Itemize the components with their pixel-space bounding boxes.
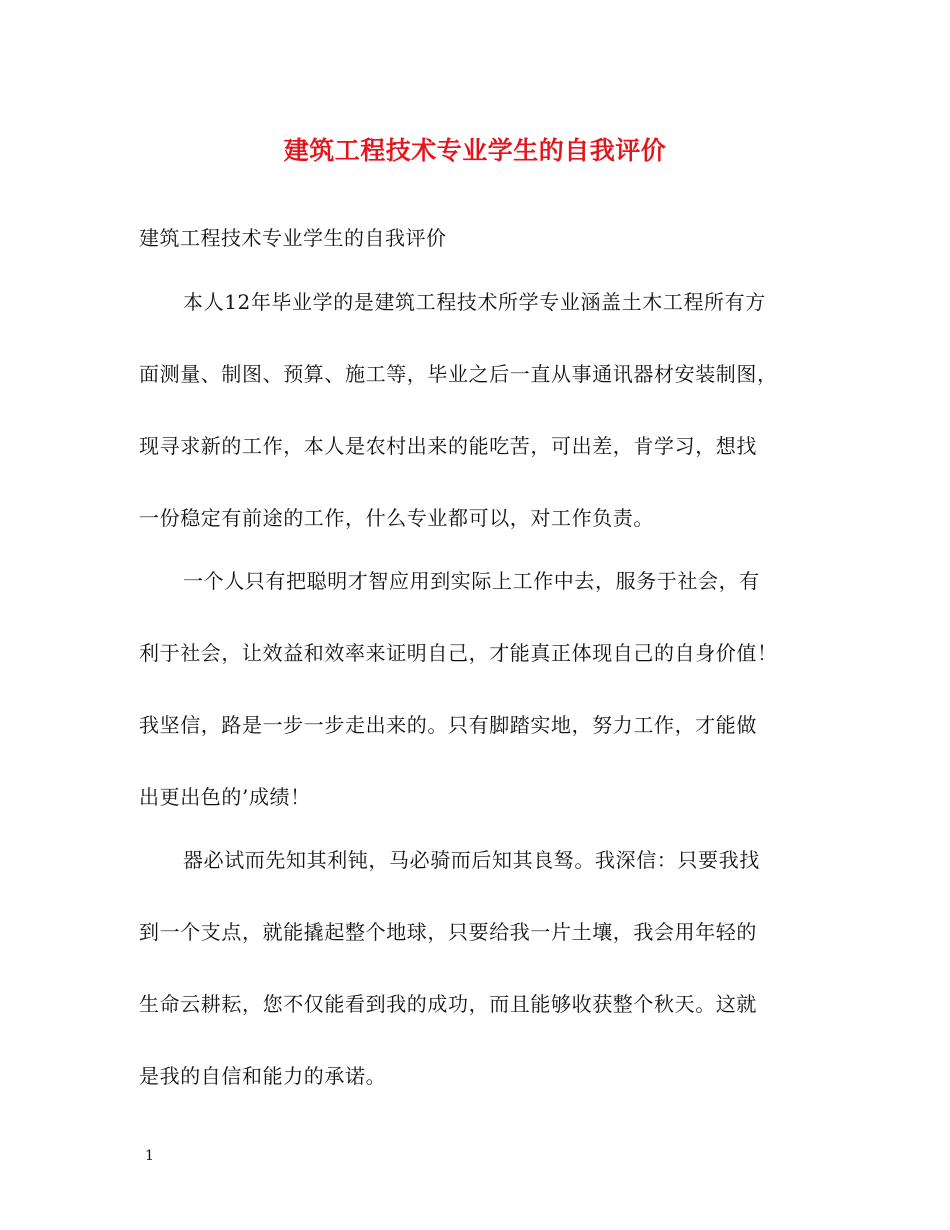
document-title: 建筑工程技术专业学生的自我评价 xyxy=(283,136,667,165)
paragraph-1-line-1: 本人12年毕业学的是建筑工程技术所学专业涵盖土木工程所有方 xyxy=(183,290,766,314)
paragraph-2-line-1: 一个人只有把聪明才智应用到实际上工作中去，服务于社会，有 xyxy=(183,569,760,593)
paragraph-2-line-2: 利于社会，让效益和效率来证明自己，才能真正体现自己的自身价值！ xyxy=(139,641,778,665)
paragraph-1-line-4: 一份稳定有前途的工作，什么专业都可以，对工作负责。 xyxy=(139,506,654,530)
paragraph-3-line-4: 是我的自信和能力的承诺。 xyxy=(139,1064,387,1088)
document-subtitle: 建筑工程技术专业学生的自我评价 xyxy=(139,226,447,250)
paragraph-3-line-2: 到一个支点，就能撬起整个地球，只要给我一片土壤，我会用年轻的 xyxy=(139,920,757,944)
page-number: 1 xyxy=(145,1148,154,1164)
paragraph-2-line-3: 我坚信，路是一步一步走出来的。只有脚踏实地，努力工作，才能做 xyxy=(139,713,757,737)
paragraph-2-line-4: 出更出色的’成绩！ xyxy=(139,785,311,809)
paragraph-1-line-3: 现寻求新的工作，本人是农村出来的能吃苦，可出差，肯学习，想找 xyxy=(139,434,757,458)
paragraph-3-line-3: 生命云耕耘，您不仅能看到我的成功，而且能够收获整个秋天。这就 xyxy=(139,992,757,1016)
paragraph-1-line-2: 面测量、制图、预算、施工等，毕业之后一直从事通讯器材安装制图， xyxy=(139,362,778,386)
paragraph-3-line-1: 器必试而先知其利钝，马必骑而后知其良驽。我深信：只要我找 xyxy=(183,848,760,872)
